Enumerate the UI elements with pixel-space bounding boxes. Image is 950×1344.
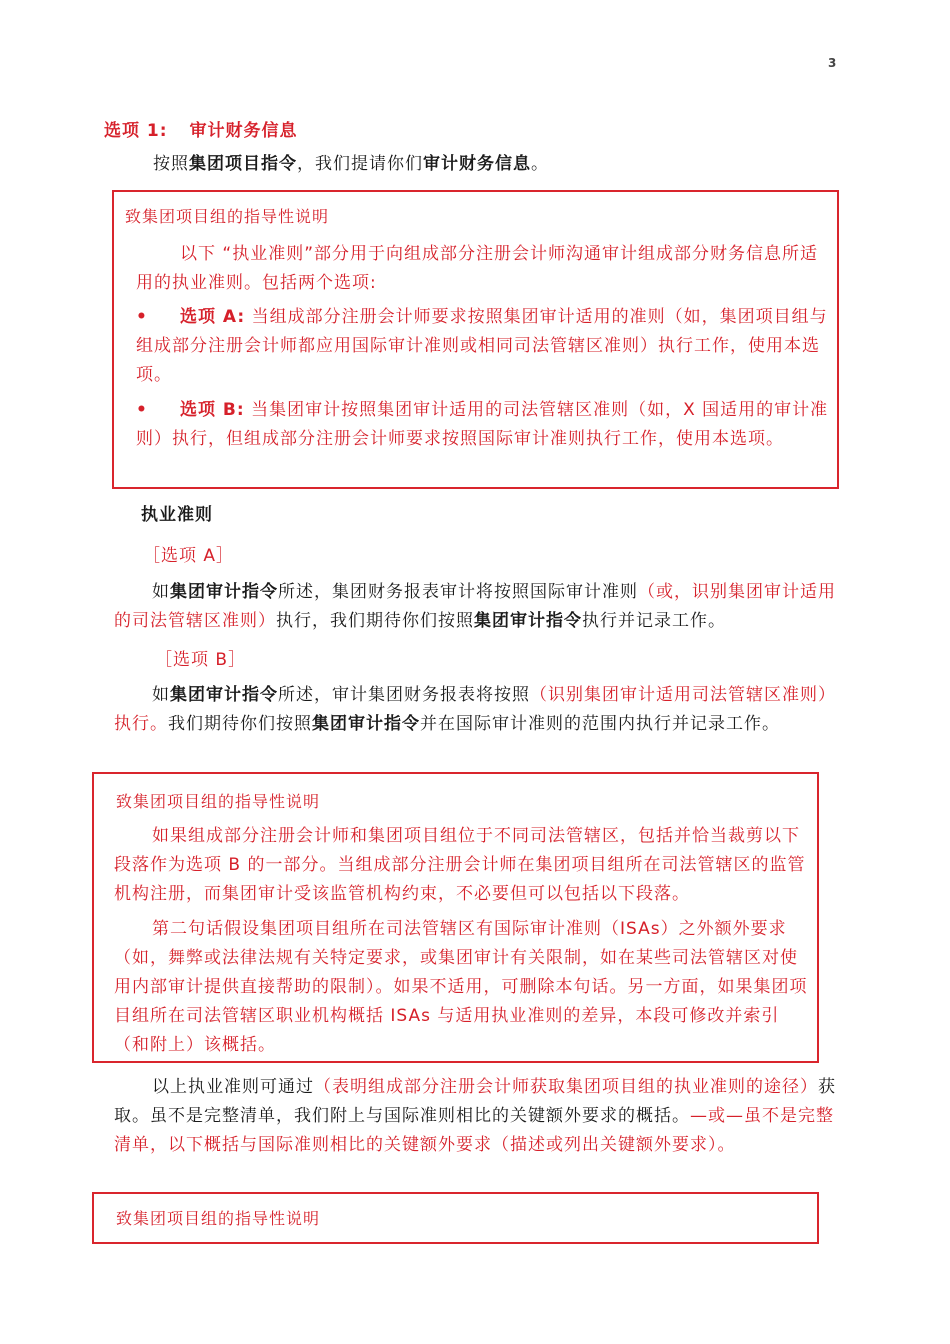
guidance2-para1-text: 如果组成部分注册会计师和集团项目组位于不同司法管辖区，包括并恰当裁剪以下段落作为选项 B 的一部分。当组成部分注册会计师在集团项目组所在司法管辖区的监管机构注册，而集团审计受该监管机构约束，不必要但可以包括以下段落。 — [114, 826, 806, 904]
intro-text-2: ，我们提请你们 — [297, 154, 423, 174]
option-a-bold-2: 集团审计指令 — [474, 611, 582, 631]
option-a-text-1: 如 — [152, 582, 170, 602]
option-b-bold-2: 集团审计指令 — [312, 714, 420, 734]
section-heading — [104, 116, 298, 141]
guidance-box-1 — [112, 190, 839, 489]
option-a-bold-1: 集团审计指令 — [170, 582, 278, 602]
guidance-box-2 — [92, 772, 819, 1063]
guidance-title: 致集团项目组的指导性说明 — [116, 1209, 321, 1228]
option-title: 审计财务信息 — [189, 121, 298, 141]
intro-text-3: 。 — [531, 154, 549, 174]
bullet-a-label: 选项 A: — [180, 307, 246, 327]
option-label: 选项 1: — [104, 121, 168, 141]
closing-red-1: （表明组成部分注册会计师获取集团项目组的执业准则的途径） — [314, 1077, 818, 1097]
option-a-red-1: （或，识别集团审计适用的司法管辖区准则） — [114, 582, 836, 631]
bullet-b-text: 当集团审计按照集团审计适用的司法管辖区准则（如，X 国适用的审计准则）执行，但组成部分注册会计师要求按照国际审计准则执行工作，使用本选项。 — [136, 400, 829, 449]
standards-heading: 执业准则 — [141, 505, 213, 525]
intro-text-1: 按照 — [153, 154, 189, 174]
option-b-tag: ［选项 B］ — [155, 650, 247, 670]
intro-paragraph — [153, 150, 843, 179]
option-b-text-2: 所述，审计集团财务报表将按照 — [278, 685, 530, 705]
guidance-title: 致集团项目组的指导性说明 — [125, 207, 330, 226]
guidance-para-text: 以下 “执业准则”部分用于向组成部分注册会计师沟通审计组成部分财务信息所适用的执业准则。包括两个选项: — [136, 244, 819, 293]
guidance-title: 致集团项目组的指导性说明 — [116, 792, 321, 811]
bullet-icon: • — [136, 400, 148, 420]
guidance-paragraph-1 — [114, 822, 809, 909]
guidance2-para2-text: 第二句话假设集团项目组所在司法管辖区有国际审计准则（ISAs）之外额外要求（如，舞弊或法律法规有关特定要求，或集团审计有关限制，如在某些司法管辖区对使用内部审计提供直接帮助的限制）。如果不适用，可删除本句话。另一方面，如果集团项目组所在司法管辖区职业机构概括 ISAs 与适用执业准则的差异，本段可修改并索引（和附上）该概括。 — [114, 919, 808, 1055]
guidance-paragraph — [136, 240, 831, 298]
bullet-option-a — [136, 303, 831, 390]
option-a-text-2: 所述，集团财务报表审计将按照国际审计准则 — [278, 582, 638, 602]
closing-paragraph — [114, 1073, 836, 1160]
closing-red-2: —或—虽不是完整清单，以下概括与国际准则相比的关键额外要求（描述或列出关键额外要求）。 — [114, 1106, 834, 1155]
option-b-text-1: 如 — [152, 685, 170, 705]
option-a-text-4: 执行并记录工作。 — [582, 611, 726, 631]
intro-bold-1: 集团项目指令 — [189, 154, 297, 174]
option-b-bold-1: 集团审计指令 — [170, 685, 278, 705]
closing-text-1: 以上执业准则可通过 — [152, 1077, 314, 1097]
guidance-paragraph-2 — [114, 915, 809, 1060]
intro-bold-2: 审计财务信息 — [423, 154, 531, 174]
option-b-red-1: （识别集团审计适用司法管辖区准则）执行。 — [114, 685, 836, 734]
bullet-option-b — [136, 396, 831, 454]
option-a-tag: ［选项 A］ — [143, 546, 235, 566]
closing-text-2: 获取。虽不是完整清单，我们附上与国际准则相比的关键额外要求的概括。 — [114, 1077, 836, 1126]
option-b-text-3: 我们期待你们按照 — [168, 714, 312, 734]
option-a-paragraph — [114, 578, 836, 636]
bullet-a-text: 当组成部分注册会计师要求按照集团审计适用的准则（如，集团项目组与组成部分注册会计师都应用国际审计准则或相同司法管辖区准则）执行工作，使用本选项。 — [136, 307, 828, 385]
bullet-b-label: 选项 B: — [180, 400, 245, 420]
option-a-text-3: 执行，我们期待你们按照 — [276, 611, 474, 631]
option-b-paragraph — [114, 681, 836, 739]
page-number: 3 — [828, 56, 837, 70]
guidance-box-3 — [92, 1192, 819, 1244]
bullet-icon: • — [136, 307, 148, 327]
option-b-text-4: 并在国际审计准则的范围内执行并记录工作。 — [420, 714, 780, 734]
